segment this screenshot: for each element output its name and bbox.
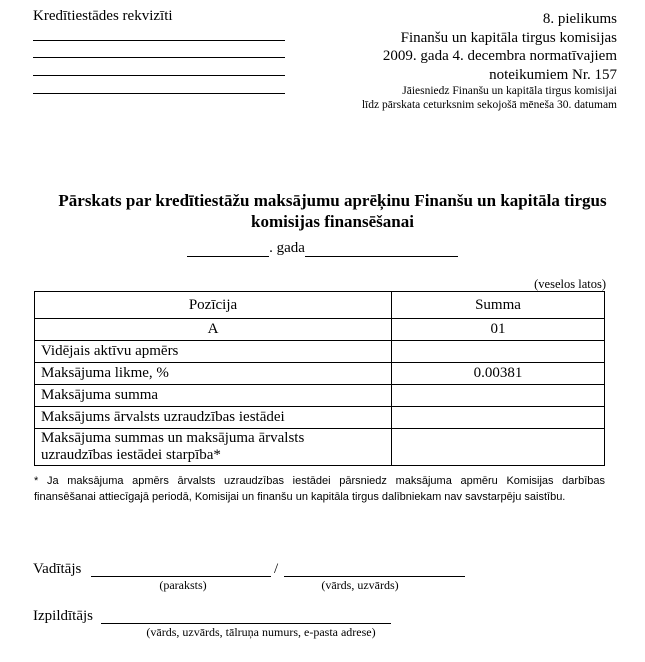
- name-caption: (vārds, uzvārds): [321, 578, 399, 592]
- unit-note: (veselos latos): [534, 277, 606, 291]
- annex-submit-note-2: līdz pārskata ceturksnim sekojošā mēneša 30. datumam: [361, 99, 617, 111]
- table-row: [35, 341, 605, 363]
- row-label: [35, 429, 392, 466]
- year-label: . gada: [269, 240, 305, 256]
- table-code-row: [35, 319, 605, 341]
- annex-reference: [362, 10, 617, 112]
- requisites-line-3[interactable]: [33, 75, 285, 76]
- row-label: Vidējais aktīvu apmērs: [35, 341, 392, 363]
- annex-line-1: 8. pielikums: [542, 11, 617, 27]
- row-label-line-2: uzraudzības iestādei starpība*: [41, 447, 221, 463]
- report-title: [20, 190, 645, 232]
- row-value[interactable]: 0.00381: [392, 363, 605, 385]
- report-title-line-1: Pārskats par kredītiestāžu maksājumu aprēķinu Finanšu un kapitāla tirgus: [58, 191, 607, 210]
- row-value[interactable]: [392, 385, 605, 407]
- row-label: Maksājums ārvalsts uzraudzības iestādei: [35, 407, 392, 429]
- table-row: [35, 429, 605, 466]
- row-value[interactable]: [392, 429, 605, 466]
- footnote: * Ja maksājuma apmērs ārvalsts uzraudzības iestādei pārsniedz maksājuma apmēru Komisijas darbības finansēšanai attiecīgajā periodā, Komisijai un finanšu un kapitāla tirgus dalībniekam nav savstarpēju saistību.: [34, 475, 605, 503]
- executor-caption: (vārds, uzvārds, tālruņa numurs, e-pasta adrese): [146, 625, 376, 639]
- requisites-line-4[interactable]: [33, 93, 285, 94]
- manager-signature-line[interactable]: [91, 576, 271, 577]
- annex-submit-note-1: Jāiesniedz Finanšu un kapitāla tirgus komisijai: [402, 85, 617, 97]
- table-header-row: [35, 292, 605, 319]
- row-label-line-1: Maksājuma summas un maksājuma ārvalsts: [41, 430, 305, 446]
- table-row: [35, 385, 605, 407]
- period-input-blank[interactable]: [305, 242, 458, 257]
- column-header-sum: Summa: [392, 292, 605, 319]
- row-value[interactable]: [392, 341, 605, 363]
- table-row: [35, 363, 605, 385]
- manager-label: Vadītājs: [33, 561, 82, 577]
- year-input-blank[interactable]: [187, 242, 269, 257]
- requisites-line-1[interactable]: [33, 40, 285, 41]
- table-row: [35, 407, 605, 429]
- annex-line-2: Finanšu un kapitāla tirgus komisijas: [400, 29, 617, 46]
- signature-caption: (paraksts): [159, 578, 207, 592]
- row-label: Maksājuma likme, %: [35, 363, 392, 385]
- executor-line[interactable]: [101, 623, 391, 624]
- report-title-line-2: komisijas finansēšanai: [251, 212, 414, 231]
- code-cell-position: A: [35, 319, 392, 341]
- row-label: Maksājuma summa: [35, 385, 392, 407]
- annex-line-3: 2009. gada 4. decembra normatīvajiem: [382, 48, 617, 64]
- code-cell-sum: 01: [392, 319, 605, 341]
- requisites-line-2[interactable]: [33, 57, 285, 58]
- executor-label: Izpildītājs: [33, 608, 93, 624]
- report-table: [34, 291, 605, 466]
- signature-separator: /: [274, 561, 279, 577]
- requisites-label: Kredītiestādes rekvizīti: [33, 8, 173, 24]
- annex-line-4: noteikumiem Nr. 157: [489, 66, 617, 83]
- row-value[interactable]: [392, 407, 605, 429]
- column-header-position: Pozīcija: [35, 292, 392, 319]
- report-period: [0, 240, 645, 257]
- manager-name-line[interactable]: [284, 576, 465, 577]
